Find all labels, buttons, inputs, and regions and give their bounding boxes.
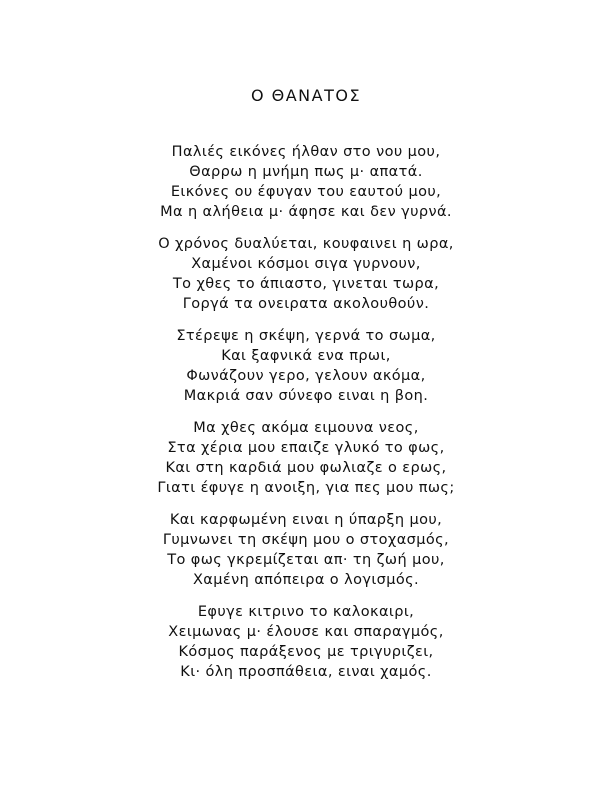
poem-line: Ο χρόνος δυαλύεται, κουφαινει η ωρα, — [158, 236, 454, 252]
poem-line: Μα χθες ακόμα ειμουνα νεος, — [193, 420, 419, 436]
stanza-4 — [0, 418, 612, 498]
poem-line: Θαρρω η μνήμη πως μ· απατά. — [189, 164, 423, 180]
poem-line: Κι· όλη προσπάθεια, ειναι χαμός. — [180, 664, 432, 680]
poem-line: Στέρεψε η σκέψη, γερνά το σωμα, — [176, 328, 436, 344]
poem-line: Το χθες το άπιαστο, γινεται τωρα, — [172, 276, 440, 292]
poem-line: Εικόνες ου έφυγαν του εαυτού μου, — [170, 184, 442, 200]
poem-line: Γιατι έφυγε η ανοιξη, για πες μου πως; — [157, 480, 455, 496]
poem-line: Παλιές εικόνες ήλθαν στο νου μου, — [171, 144, 441, 160]
poem-line: Και ξαφνικά ενα πρωι, — [221, 348, 391, 364]
stanza-6 — [0, 602, 612, 682]
poem-line: Γυμνωνει τη σκέψη μου ο στοχασμός, — [162, 532, 450, 548]
poem-line: Το φως γκρεμίζεται απ· τη ζωή μου, — [167, 552, 445, 568]
poem-line: Χαμένη απόπειρα ο λογισμός. — [192, 572, 420, 588]
stanza-3 — [0, 326, 612, 406]
stanza-2 — [0, 234, 612, 314]
poem-line: Μακριά σαν σύνεφο ειναι η βοη. — [183, 388, 429, 404]
poem-line: Και καρφωμένη ειναι η ύπαρξη μου, — [169, 512, 443, 528]
poem-line: Εφυγε κιτρινο το καλοκαιρι, — [197, 604, 415, 620]
poem-line: Μα η αλήθεια μ· άφησε και δεν γυρνά. — [160, 204, 452, 220]
poem-line: Γοργά τα ονειρατα ακολουθούν. — [182, 296, 430, 312]
poem-line: Χαμένοι κόσμοι σιγα γυρνουν, — [191, 256, 421, 272]
poem-body — [0, 142, 612, 694]
stanza-5 — [0, 510, 612, 590]
poem-line: Στα χέρια μου επαιζε γλυκό το φως, — [167, 440, 445, 456]
poem-line: Και στη καρδιά μου φωλιαζε ο ερως, — [165, 460, 447, 476]
poem-line: Χειμωνας μ· έλουσε και σπαραγμός, — [168, 624, 444, 640]
poem-line: Κόσμος παράξενος με τριγυριζει, — [178, 644, 434, 660]
stanza-1 — [0, 142, 612, 222]
poem-title: Ο ΘΑΝΑΤΟΣ — [250, 86, 362, 105]
poem-line: Φωνάζουν γερο, γελουν ακόμα, — [186, 368, 426, 384]
